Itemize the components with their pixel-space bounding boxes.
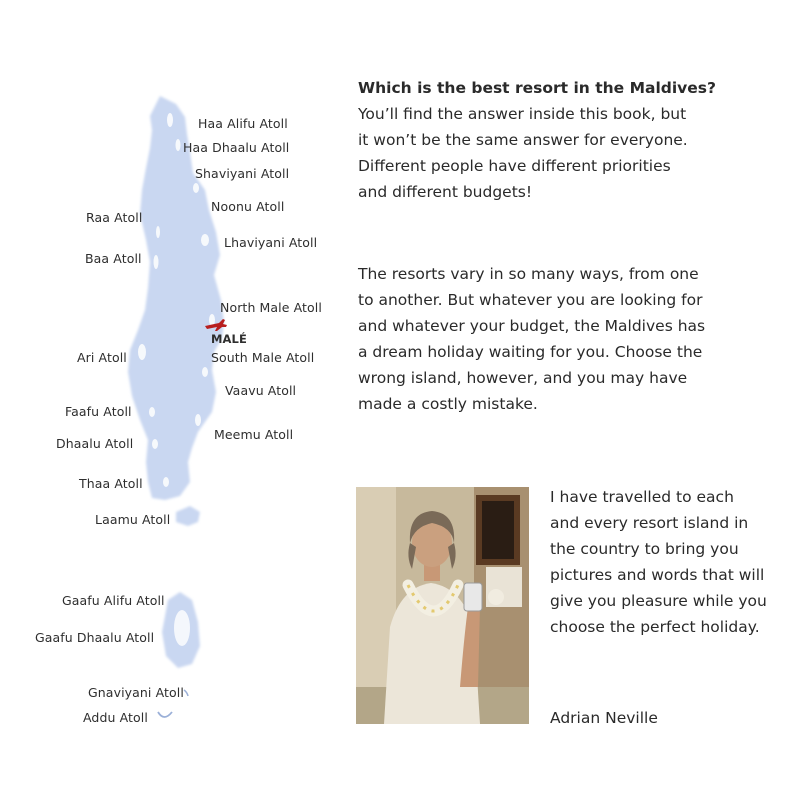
atoll-label: Haa Alifu Atoll	[198, 116, 288, 131]
atoll-label: Ari Atoll	[77, 350, 127, 365]
atoll-label: Laamu Atoll	[95, 512, 171, 527]
atoll-label: Faafu Atoll	[65, 404, 132, 419]
atoll-label: Vaavu Atoll	[225, 383, 297, 398]
atoll-label: Shaviyani Atoll	[195, 166, 290, 181]
atoll-label: Haa Dhaalu Atoll	[183, 140, 290, 155]
atoll-label: South Male Atoll	[211, 350, 315, 365]
intro-paragraph-3: I have travelled to each and every resort island in the country to bring you pictures and words that will give you pleasure while you choose the perfect holiday.	[550, 488, 767, 636]
map-laamu	[176, 506, 200, 526]
atoll-label: Gaafu Alifu Atoll	[62, 593, 165, 608]
atoll-label: Gnaviyani Atoll	[88, 685, 184, 700]
atoll-label: Noonu Atoll	[211, 199, 285, 214]
map-main-chain	[128, 96, 224, 500]
author-signature: Adrian Neville	[550, 709, 658, 727]
atoll-label: Raa Atoll	[86, 210, 143, 225]
atoll-label: Lhaviyani Atoll	[224, 235, 318, 250]
atoll-label: Baa Atoll	[85, 251, 142, 266]
author-photo	[356, 487, 529, 724]
intro-block	[358, 75, 788, 205]
atoll-label: Gaafu Dhaalu Atoll	[35, 630, 155, 645]
author-note-block	[550, 484, 795, 640]
atoll-label: Meemu Atoll	[214, 427, 294, 442]
resort-variety-block	[358, 261, 788, 417]
atoll-label: Dhaalu Atoll	[56, 436, 134, 451]
atoll-label: North Male Atoll	[220, 300, 322, 315]
intro-paragraph-2: The resorts vary in so many ways, from one to another. But whatever you are looking for and whatever your budget, the Maldives has a dream holiday waiting for you. Choose the wrong island, however, and you may have made a costly mistake.	[358, 265, 706, 413]
maldives-map	[0, 0, 345, 760]
intro-paragraph-1: You’ll find the answer inside this book, but it won’t be the same answer for everyone. Different people have different priorities and different budgets!	[358, 105, 688, 201]
atoll-label: Addu Atoll	[83, 710, 148, 725]
capital-label: MALÉ	[211, 332, 247, 346]
intro-heading: Which is the best resort in the Maldives?	[358, 79, 717, 97]
atoll-label: Thaa Atoll	[79, 476, 143, 491]
